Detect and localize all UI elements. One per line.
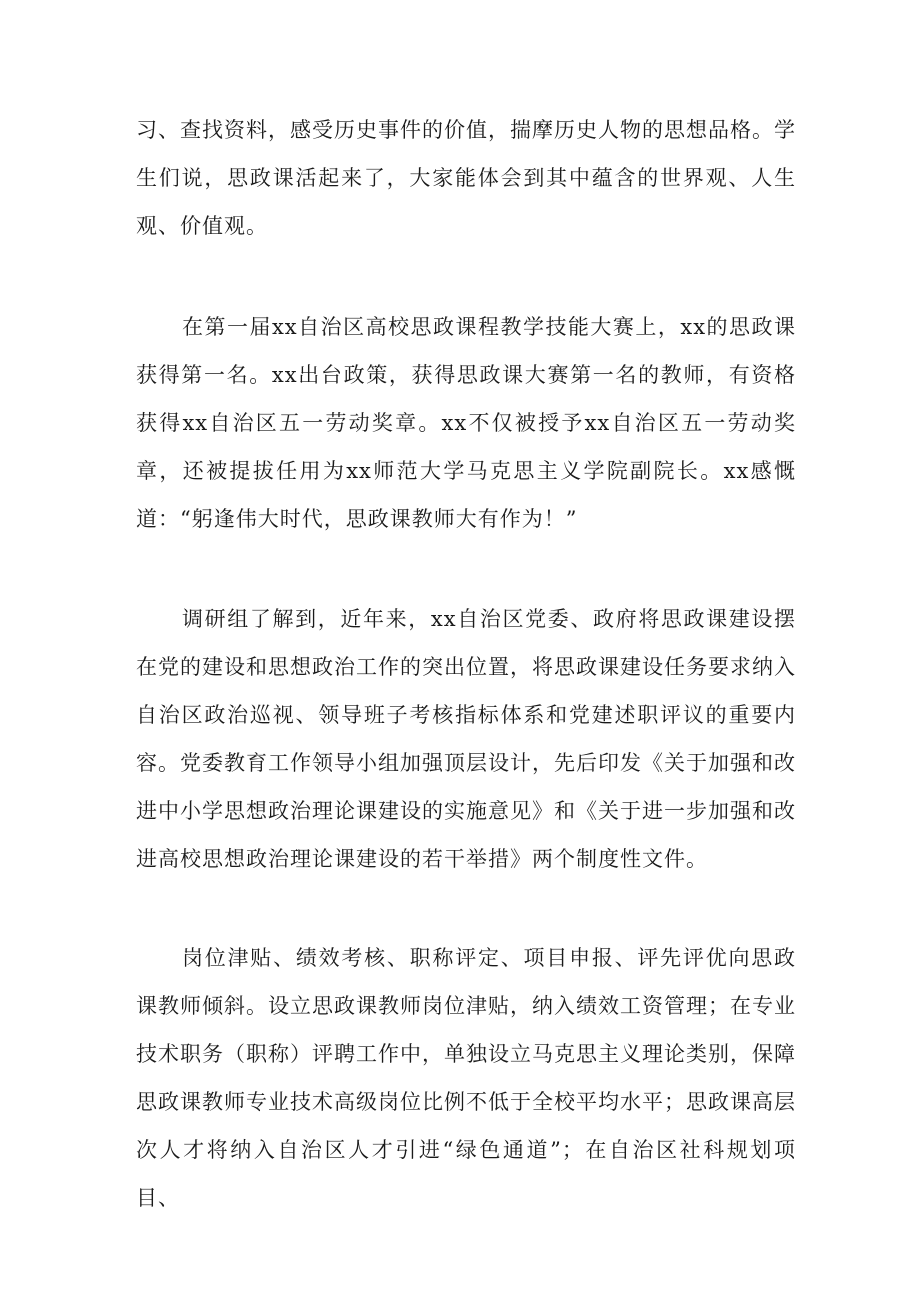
paragraph-research: 调研组了解到，近年来，xx自治区党委、政府将思政课建设摆在党的建设和思想政治工作的突出位置，将思政课建设任务要求纳入自治区政治巡视、领导班子考核指标体系和党建述职评议的重要内容。党委教育工作领导小组加强顶层设计，先后印发《关于加强和改进中小学思想政治理论课建设的实施意见》和《关于进一步加强和改进高校思想政治理论课建设的若干举措》两个制度性文件。 — [136, 607, 796, 871]
paragraph-incentives: 岗位津贴、绩效考核、职称评定、项目申报、评先评优向思政课教师倾斜。设立思政课教师岗位津贴，纳入绩效工资管理；在专业技术职务（职称）评聘工作中，单独设立马克思主义理论类别，保障思政课教师专业技术高级岗位比例不低于全校平均水平；思政课高层次人才将纳入自治区人才引进“绿色通道”；在自治区社科规划项目、 — [136, 946, 796, 1210]
paragraph-contest: 在第一届xx自治区高校思政课程教学技能大赛上，xx的思政课获得第一名。xx出台政策，获得思政课大赛第一名的教师，有资格获得xx自治区五一劳动奖章。xx不仅被授予xx自治区五一劳动奖章，还被提拔任用为xx师范大学马克思主义学院副院长。xx感慨道：“躬逢伟大时代，思政课教师大有作为！” — [136, 315, 796, 531]
paragraph-continuation: 习、查找资料，感受历史事件的价值，揣摩历史人物的思想品格。学生们说，思政课活起来了，大家能体会到其中蕴含的世界观、人生观、价值观。 — [136, 118, 796, 238]
